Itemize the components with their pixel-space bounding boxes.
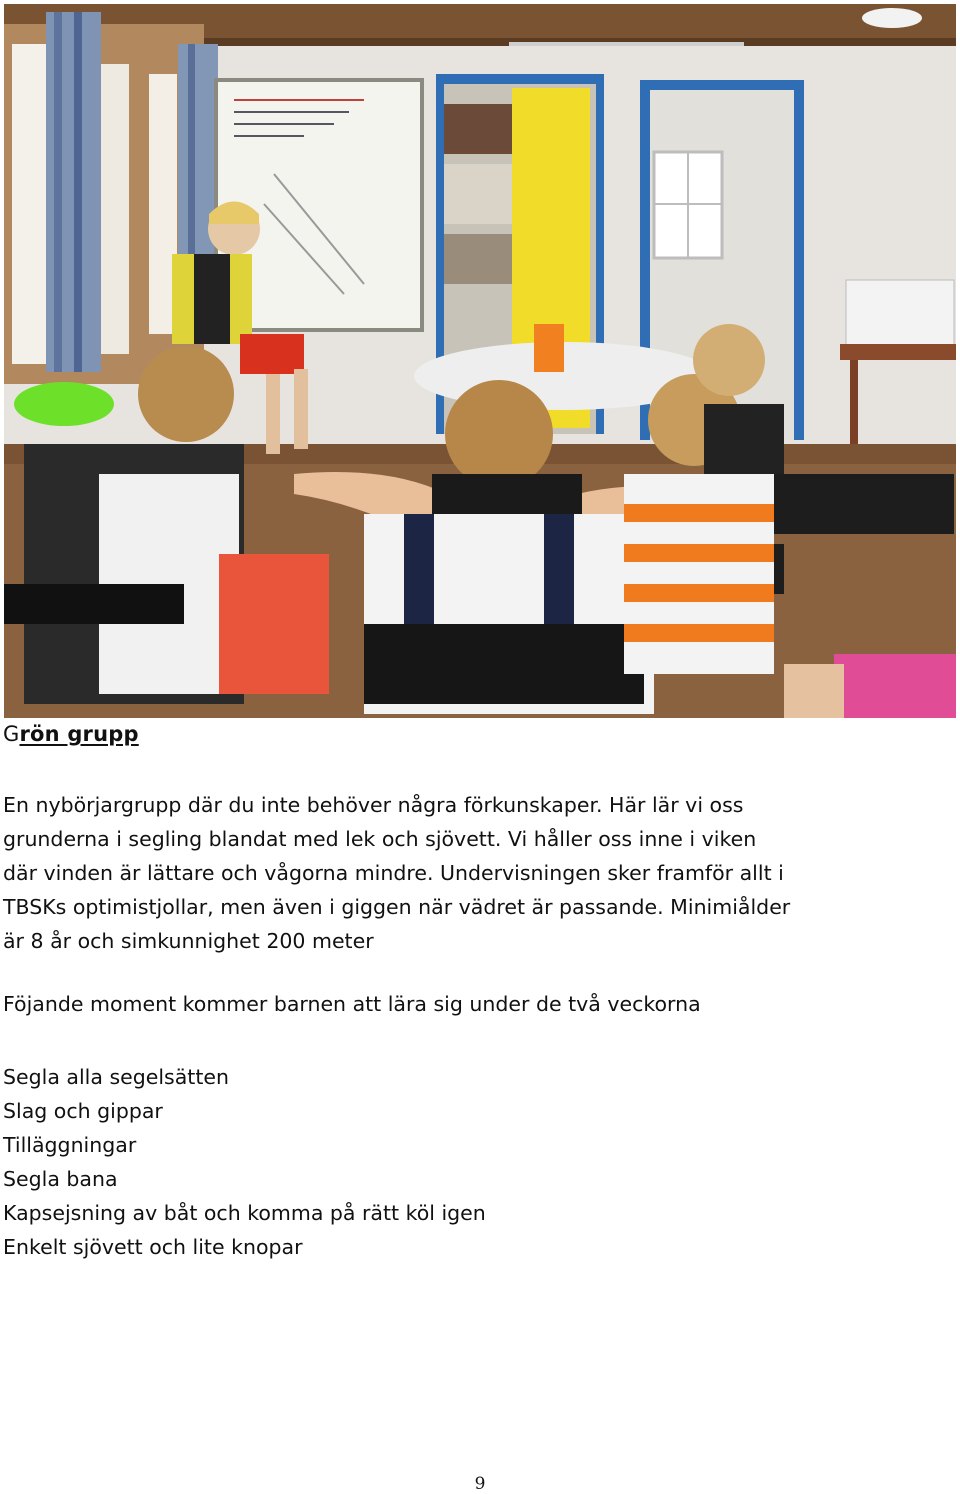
page-number: 9 (474, 1474, 486, 1494)
group-description: En nybörjargrupp där du inte behöver några förkunskaper. Här lär vi oss grunderna i segling blandat med lek och sjövett. Vi håller oss inne i viken där vinden är lättare och vågorna mindre. Undervisningen sker framför allt i TBSKs optimistjollar, men även i giggen när vädret är passande. Minimiålder är 8 år och simkunnighet 200 meter (3, 793, 791, 953)
moments-intro: Föjande moment kommer barnen att lära sig under de två veckorna (3, 992, 701, 1016)
moment-item: Tilläggningar (3, 1133, 137, 1157)
group-heading (3, 722, 139, 746)
heading-title: rön grupp (19, 722, 139, 746)
moment-item: Enkelt sjövett och lite knopar (3, 1235, 303, 1259)
moment-item: Segla bana (3, 1167, 118, 1191)
moment-item: Segla alla segelsätten (3, 1065, 229, 1089)
classroom-photo (4, 4, 956, 718)
moment-item: Kapsejsning av båt och komma på rätt köl igen (3, 1201, 486, 1225)
moments-list (3, 1060, 486, 1264)
heading-first-letter: G (3, 722, 20, 746)
moment-item: Slag och gippar (3, 1099, 163, 1123)
